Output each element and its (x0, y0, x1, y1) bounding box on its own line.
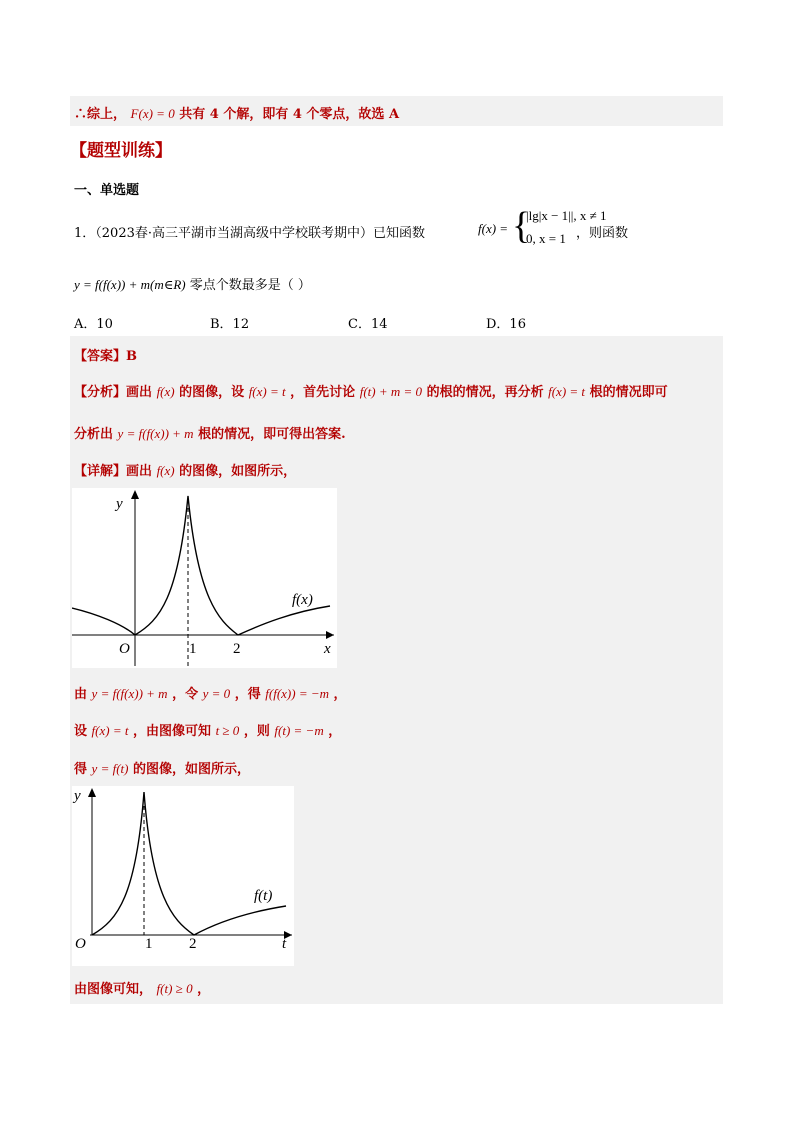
solution-text: ， (328, 724, 342, 739)
answer-value: B (126, 349, 138, 364)
summary-prefix: ∴综上， (74, 107, 127, 122)
analysis-math: f(x) (156, 384, 175, 399)
solution-math: y = f(f(x)) + m (91, 686, 168, 701)
curve-ft (92, 792, 286, 935)
graph-fx (72, 488, 337, 668)
y-arrow-icon (88, 788, 96, 797)
question-line-2 (74, 274, 311, 293)
solution-math: f(t) = −m (274, 723, 324, 738)
graph-ft-tick-1: 1 (145, 936, 153, 952)
solution-line-a (74, 683, 347, 702)
solution-text: ， (333, 687, 347, 702)
solution-text: ，由图像可知 (133, 724, 212, 739)
solution-text: ，令 (172, 687, 199, 702)
y-arrow-icon (131, 490, 139, 499)
question-stem: 零点个数最多是（ ） (189, 278, 311, 293)
answer-line (74, 345, 137, 364)
graph-ft-y-label: y (74, 788, 81, 804)
summary-suffix: 共有 4 个解，即有 4 个零点，故选 A (179, 107, 400, 122)
question-formula: y = f(f(x)) + m(m∈R) (74, 277, 186, 292)
solution-text: ，则 (243, 724, 270, 739)
detail-line (74, 460, 296, 479)
analysis-text: 根的情况，即可得出答案. (198, 427, 346, 442)
detail-text: 画出 (126, 464, 153, 479)
graph-fx-y-label: y (116, 496, 123, 512)
analysis-text: 画出 (126, 385, 153, 400)
analysis-line-2 (74, 423, 346, 442)
solution-math: f(x) = t (91, 723, 129, 738)
analysis-text: 的图像，设 (179, 385, 245, 400)
solution-line-c (74, 758, 250, 777)
graph-fx-origin: O (119, 641, 130, 657)
graph-ft-svg (72, 786, 294, 966)
detail-math: f(x) (156, 463, 175, 478)
solution-line-d (74, 978, 210, 997)
analysis-line-1 (74, 381, 668, 400)
subsection-title: 一、单选题 (74, 183, 140, 198)
piecewise-case-1: |lg|x − 1||, x ≠ 1 (526, 208, 607, 223)
graph-fx-curve-label: f(x) (292, 592, 313, 608)
graph-ft-curve-label: f(t) (254, 888, 273, 904)
graph-ft-origin: O (75, 936, 86, 952)
option-b[interactable]: B．12 (210, 317, 250, 332)
graph-fx-tick-1: 1 (189, 641, 197, 657)
analysis-text: 根的情况即可 (589, 385, 668, 400)
solution-text: 得 (74, 762, 88, 777)
graph-fx-svg (72, 488, 337, 668)
summary-formula: F(x) = 0 (130, 106, 175, 121)
detail-text: 的图像，如图所示， (179, 464, 297, 479)
solution-math: y = f(t) (91, 761, 129, 776)
graph-fx-tick-2: 2 (233, 641, 241, 657)
analysis-math: f(t) + m = 0 (359, 384, 423, 399)
x-arrow-icon (326, 631, 334, 639)
analysis-math: f(x) = t (248, 384, 286, 399)
solution-line-b (74, 720, 341, 739)
analysis-text: 分析出 (74, 427, 114, 442)
solution-math: t ≥ 0 (215, 723, 240, 738)
answer-tag: 【答案】 (74, 349, 127, 364)
section-title: 【题型训练】 (70, 141, 172, 161)
piecewise-fx: f(x) = (478, 221, 509, 236)
graph-ft-tick-2: 2 (189, 936, 197, 952)
option-c[interactable]: C．14 (348, 317, 388, 332)
graph-ft (72, 786, 294, 966)
question-lead: 1．（2023春·高三平湖市当湖高级中学校联考期中）已知函数 (74, 226, 425, 241)
option-d[interactable]: D．16 (486, 317, 526, 332)
solution-math: f(f(x)) = −m (265, 686, 330, 701)
summary-line (74, 103, 399, 122)
solution-text: ，得 (234, 687, 261, 702)
piecewise-brace: { (512, 205, 531, 247)
question-tail: ，则函数 (576, 226, 629, 241)
option-a[interactable]: A．10 (74, 317, 113, 332)
analysis-math: f(x) = t (548, 384, 586, 399)
analysis-math: y = f(f(x)) + m (117, 426, 194, 441)
solution-text: 的图像，如图所示， (133, 762, 251, 777)
solution-text: 由 (74, 687, 88, 702)
solution-math: f(t) ≥ 0 (156, 981, 193, 996)
analysis-tag: 【分析】 (74, 385, 127, 400)
solution-text: ， (197, 982, 211, 997)
solution-math: y = 0 (202, 686, 231, 701)
graph-fx-x-label: x (324, 641, 331, 657)
curve-fx (72, 496, 330, 635)
solution-text: 由图像可知， (74, 982, 153, 997)
detail-tag: 【详解】 (74, 464, 127, 479)
graph-ft-x-label: t (282, 936, 287, 952)
question-line-1 (74, 222, 425, 241)
analysis-text: 的根的情况，再分析 (426, 385, 544, 400)
analysis-text: ，首先讨论 (290, 385, 356, 400)
solution-text: 设 (74, 724, 88, 739)
piecewise-case-2: 0, x = 1 (526, 231, 566, 246)
